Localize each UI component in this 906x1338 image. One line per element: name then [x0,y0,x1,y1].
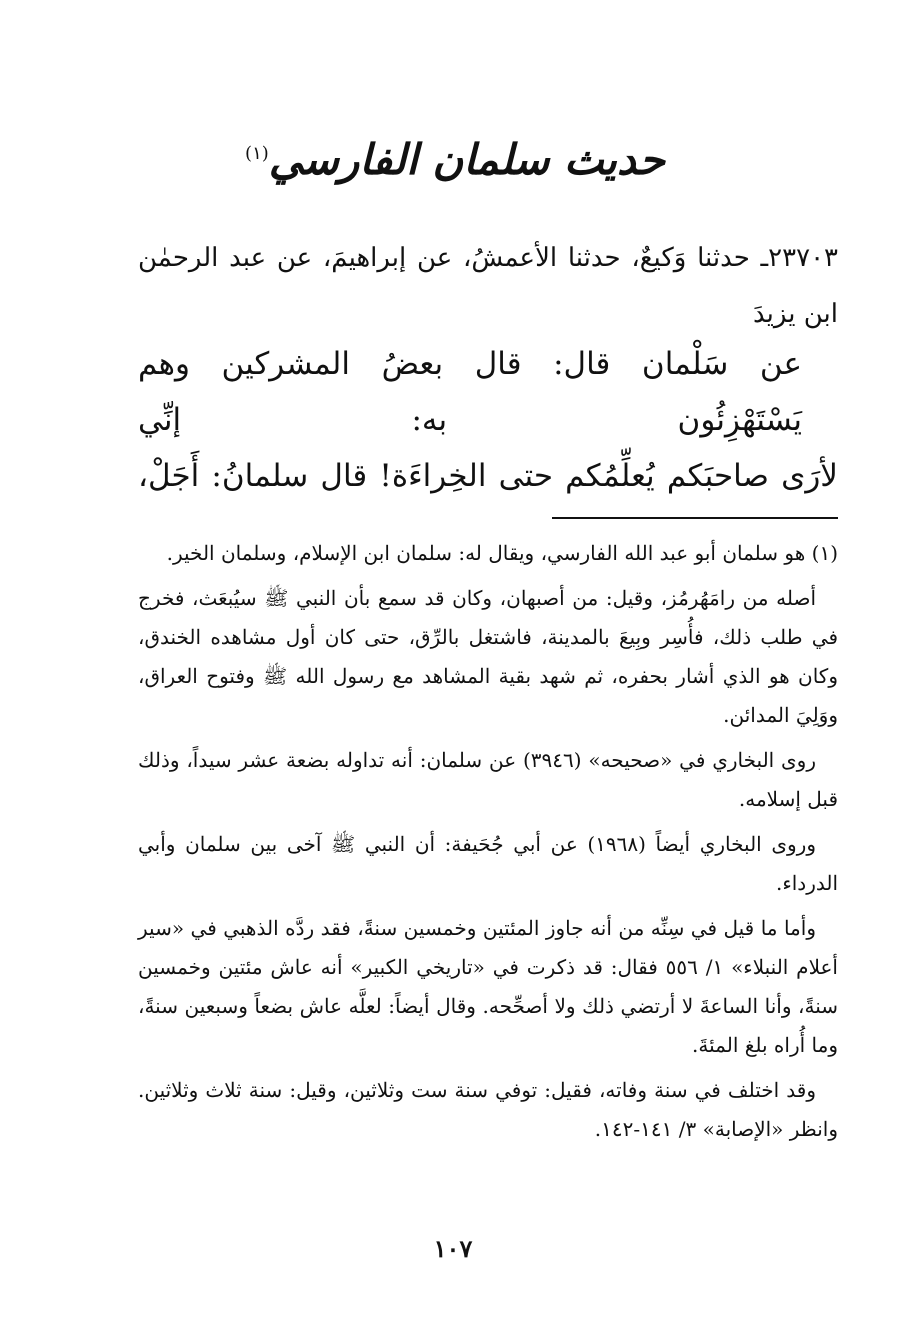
footnote-paragraph: روى البخاري في «صحيحه» (٣٩٤٦) عن سلمان: أنه تداوله بضعة عشر سيداً، وذلك قبل إسلامه. [138,748,838,811]
footnote-separator [552,517,838,519]
footnote-paragraph: أصله من رامَهُرمُز، وقيل: من أصبهان، وكان قد سمع بأن النبي ﷺ سيُبعَث، فخرج في طلب ذلك، فأُسِر وبِيعَ بالمدينة، فاشتغل بالرِّق، حتى كان أول مشاهده الخندق، وكان هو الذي أشار بحفره، ثم شهد بقية المشاهد مع رسول الله ﷺ وفتوح العراق، ووَلِيَ المدائن. [138,586,838,727]
footnote-reference: (١) [245,143,269,164]
footnotes [138,534,838,1155]
footnote-paragraph: (١) هو سلمان أبو عبد الله الفارسي، ويقال له: سلمان ابن الإسلام، وسلمان الخير. [166,541,838,565]
chapter-title-text: حديث سلمان الفارسي [268,135,665,184]
footnote-paragraph: وأما ما قيل في سِنِّه من أنه جاوز المئتين وخمسين سنةً، فقد ردَّه الذهبي في «سير أعلام النبلاء» ١/ ٥٥٦ فقال: قد ذكرت في «تاريخي الكبير» أنه عاش مئتين وخمسين سنةً، وأنا الساعةَ لا أرتضي ذلك ولا أصحِّحه. وقال أيضاً: لعلَّه عاش بضعاً وسبعين سنةً، وما أُراه بلغ المئةَ. [138,916,838,1057]
page-number: ١٠٧ [433,1234,473,1263]
hadith-text-line-2: لأرَى صاحبَكم يُعلِّمُكم حتى الخِراءَة! قال سلمانُ: أَجَلْ، [138,458,838,494]
hadith-chain: ٢٣٧٠٣ـ حدثنا وَكيعٌ، حدثنا الأعمشُ، عن إبراهيمَ، عن عبد الرحمٰن ابن يزيدَ [138,243,838,329]
hadith-text-line-1: عن سَلْمان قال: قال بعضُ المشركين وهم يَسْتَهْزِئُون به: إنِّي [138,346,802,438]
footnote-paragraph: وقد اختلف في سنة وفاته، فقيل: توفي سنة ست وثلاثين، وقيل: سنة ثلاث وثلاثين. وانظر «الإصابة» ٣/ ١٤١-١٤٢. [138,1078,838,1141]
hadith-text [138,336,838,504]
chapter-title [0,135,906,184]
footnote-paragraph: وروى البخاري أيضاً (١٩٦٨) عن أبي جُحَيفة: أن النبي ﷺ آخى بين سلمان وأبي الدرداء. [138,832,838,895]
